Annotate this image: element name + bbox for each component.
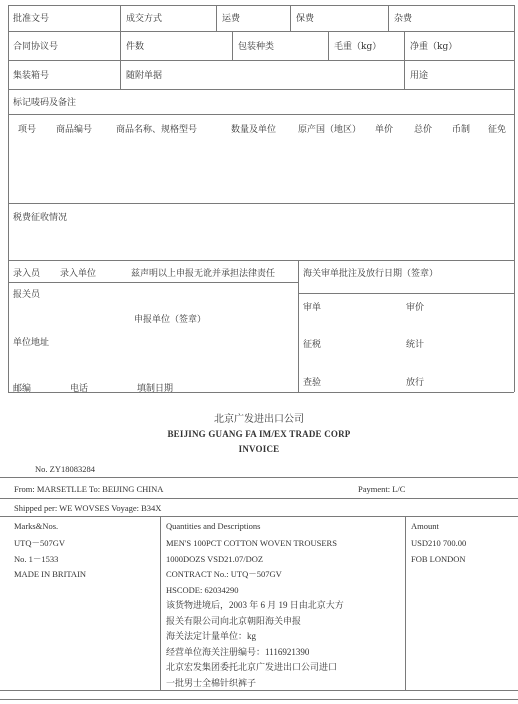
col-divider [290, 5, 291, 31]
marks-column-header: Marks&Nos. [14, 521, 59, 531]
goods-col-quantity: 数量及单位 [231, 125, 277, 135]
declaring-unit-label: 申报单位（签章） [134, 315, 207, 325]
tax-levy-label: 征税 [303, 340, 322, 350]
row-divider [8, 282, 298, 283]
border-left [8, 5, 9, 392]
postcode-label: 邮编 [13, 384, 32, 394]
goods-col-currency: 币制 [452, 125, 471, 135]
goods-col-code: 商品编号 [56, 125, 93, 135]
invoice-rule [0, 477, 518, 478]
description-line: 报关有限公司向北京朝阳海关申报 [166, 615, 302, 626]
invoice-rule [0, 498, 518, 499]
entry-person-label: 录入员 [13, 269, 41, 279]
amount-lines [411, 536, 466, 567]
border-top [8, 5, 514, 6]
pieces-label: 件数 [126, 42, 145, 52]
border-right [514, 5, 515, 392]
description-line: 1000DOZS VSD21.07/DOZ [166, 553, 264, 564]
col-divider [120, 5, 121, 31]
invoice-col-divider [405, 516, 406, 690]
description-lines [166, 536, 344, 691]
release-label: 放行 [406, 378, 425, 388]
amount-value: USD210 700.00 [411, 538, 467, 548]
col-divider [216, 5, 217, 31]
insurance-label: 保费 [296, 14, 315, 24]
gross-weight-label: 毛重（kg） [334, 42, 382, 52]
price-review-label: 审价 [406, 303, 425, 313]
customs-approval-label: 海关审单批注及放行日期（签章） [303, 269, 439, 279]
goods-col-exemption: 征免 [488, 125, 507, 135]
invoice-rule [0, 699, 518, 700]
invoice-number: No. ZY18083284 [35, 464, 95, 474]
phone-label: 电话 [70, 384, 89, 394]
row-divider [8, 31, 514, 32]
statement-label: 兹声明以上申报无讹并承担法律责任 [131, 269, 276, 279]
row-divider [8, 60, 514, 61]
invoice-heading: INVOICE [238, 444, 280, 454]
row-divider [298, 293, 514, 294]
route-from-to: From: MARSETLLE To: BEIJING CHINA [14, 484, 164, 494]
marks-lines [14, 536, 86, 583]
declarant-label: 报关员 [13, 290, 41, 300]
col-divider [120, 60, 121, 89]
company-name-cn: 北京广发进出口公司 [214, 414, 304, 425]
attached-docs-label: 随附单据 [126, 71, 163, 81]
col-divider [232, 31, 233, 60]
shipped-per: Shipped per: WE WOVSES Voyage: B34X [14, 503, 162, 513]
fill-date-label: 填制日期 [137, 384, 174, 394]
usage-label: 用途 [410, 71, 429, 81]
trade-mode-label: 成交方式 [126, 14, 163, 24]
col-divider [388, 5, 389, 31]
goods-col-origin: 原产国（地区） [298, 125, 362, 135]
entry-unit-label: 录入单位 [60, 269, 97, 279]
description-line: 北京宏发集团委托北京广发进出口公司进口 [166, 662, 338, 672]
description-line: MEN'S 100PCT COTTON WOVEN TROUSERS [166, 538, 337, 548]
col-divider [328, 31, 329, 60]
col-divider [298, 260, 299, 392]
price-term: FOB LONDON [411, 553, 466, 564]
row-divider [8, 260, 514, 261]
tax-status-label: 税费征收情况 [13, 213, 68, 223]
row-divider [8, 114, 514, 115]
description-line: 一批男士全棉针织裤子 [166, 677, 257, 688]
marks-line: No. 1－1533 [14, 553, 59, 564]
row-divider [8, 203, 514, 204]
goods-col-unit-price: 单价 [375, 125, 394, 135]
marks-remarks-label: 标记唛码及备注 [13, 98, 77, 108]
freight-label: 运费 [222, 14, 241, 24]
misc-fee-label: 杂费 [394, 14, 413, 24]
inspection-label: 查验 [303, 378, 322, 388]
review-label: 审单 [303, 303, 322, 313]
goods-col-name: 商品名称、规格型号 [116, 125, 198, 135]
container-no-label: 集装箱号 [13, 71, 50, 81]
payment-terms: Payment: L/C [358, 484, 406, 494]
col-divider [120, 31, 121, 60]
description-line: CONTRACT No.: UTQ－507GV [166, 569, 282, 579]
row-divider [8, 89, 514, 90]
company-name-en: BEIJING GUANG FA IM/EX TRADE CORP [167, 429, 351, 439]
invoice-rule [0, 516, 518, 517]
description-line: HSCODE: 62034290 [166, 584, 239, 595]
col-divider [404, 31, 405, 60]
goods-col-total: 总价 [414, 125, 433, 135]
col-divider [404, 60, 405, 89]
goods-col-item: 项号 [18, 125, 37, 135]
marks-line: UTQ－507GV [14, 538, 65, 548]
address-label: 单位地址 [13, 338, 50, 348]
statistics-label: 统计 [406, 340, 425, 350]
contract-no-label: 合同协议号 [13, 42, 59, 52]
amount-column-header: Amount [411, 521, 439, 531]
description-line: 海关法定计量单位：kg [166, 631, 257, 641]
net-weight-label: 净重（kg） [410, 42, 458, 52]
approval-no-label: 批准文号 [13, 14, 50, 24]
description-line: 经营单位海关注册编号：1116921390 [166, 646, 310, 657]
invoice-col-divider [160, 516, 161, 690]
description-line: 该货物进境后，2003 年 6 月 19 日由北京大方 [166, 600, 344, 610]
packing-label: 包装种类 [238, 42, 275, 52]
marks-line: MADE IN BRITAIN [14, 569, 87, 579]
description-column-header: Quantities and Descriptions [166, 521, 261, 531]
